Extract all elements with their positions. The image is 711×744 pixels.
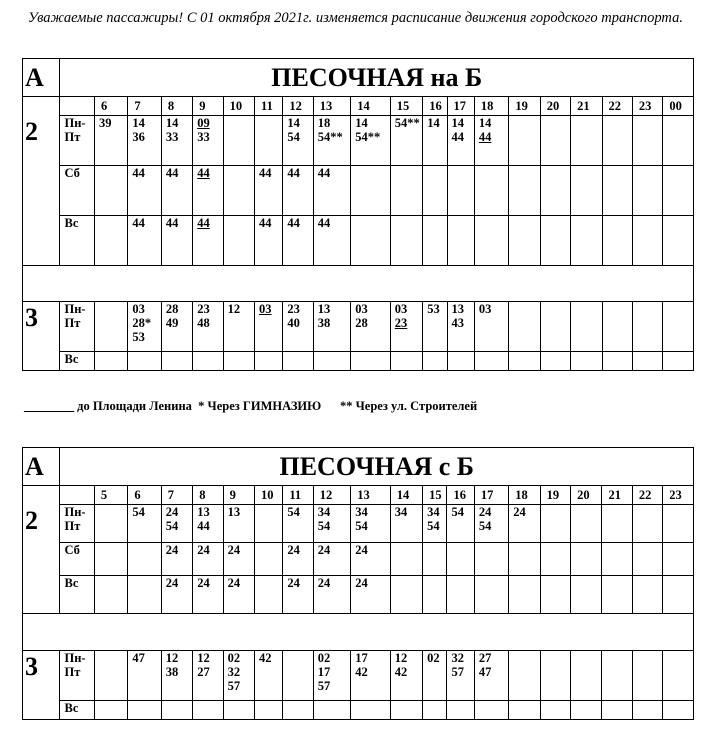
departure-cell: 14 44 [474, 116, 508, 166]
departure-cell [663, 701, 694, 720]
hour-header: 13 [351, 486, 391, 505]
departure-cell [571, 166, 602, 216]
departure-cell [128, 543, 161, 576]
departure-cell: 42 [255, 651, 283, 701]
blank-cell [23, 486, 60, 505]
hour-header: 8 [193, 486, 223, 505]
day-type: Вс [60, 352, 94, 371]
legend [24, 399, 477, 414]
departure-cell [602, 505, 632, 543]
departure-cell: 24 [161, 576, 192, 614]
departure-cell [94, 576, 127, 614]
departure-cell [423, 543, 447, 576]
departure-cell [128, 576, 161, 614]
hour-header: 11 [255, 97, 283, 116]
departure-cell [94, 352, 127, 371]
departure-cell [193, 701, 223, 720]
departure-cell [255, 701, 283, 720]
departure-cell: 24 [283, 576, 313, 614]
departure-cell [632, 166, 662, 216]
departure-cell: 14 44 [447, 116, 474, 166]
departure-cell: 44 [161, 216, 192, 266]
departure-cell [663, 505, 694, 543]
hour-header: 20 [540, 97, 570, 116]
departure-cell [571, 651, 602, 701]
departure-cell [632, 352, 662, 371]
route-number: 3 [23, 651, 60, 720]
departure-cell [663, 543, 694, 576]
departure-cell: 12 [223, 302, 254, 352]
notice-text: Уважаемые пассажиры! С 01 октября 2021г. изменяется расписание движения городского транспорта. [28, 10, 683, 26]
departure-cell: 14 54** [351, 116, 391, 166]
schedule-table-from-b [22, 447, 694, 720]
day-type: Пн- Пт [60, 116, 94, 166]
departure-cell: 34 [390, 505, 422, 543]
departure-cell: 23 40 [283, 302, 313, 352]
schedule-table-to-b [22, 58, 694, 371]
hour-header: 21 [571, 97, 602, 116]
departure-cell: 47 [128, 651, 161, 701]
departure-cell [632, 505, 662, 543]
departure-cell [255, 505, 283, 543]
departure-cell: 24 [193, 543, 223, 576]
departure-cell [94, 302, 127, 352]
hour-header: 00 [663, 97, 694, 116]
departure-cell: 02 32 57 [223, 651, 254, 701]
departure-cell: 32 57 [447, 651, 474, 701]
departure-cell [509, 166, 540, 216]
departure-cell [390, 576, 422, 614]
departure-cell [632, 543, 662, 576]
departure-cell [509, 352, 540, 371]
day-type: Вс [60, 216, 94, 266]
departure-cell [255, 576, 283, 614]
hour-header: 10 [255, 486, 283, 505]
departure-cell [540, 302, 570, 352]
departure-cell: 54 [128, 505, 161, 543]
departure-cell: 14 33 [161, 116, 192, 166]
departure-cell [474, 576, 508, 614]
blank-cell [60, 97, 94, 116]
departure-cell [540, 505, 570, 543]
hour-header: 7 [161, 486, 192, 505]
hour-header: 12 [283, 97, 313, 116]
departure-cell [602, 352, 632, 371]
departure-cell: 18 54** [313, 116, 350, 166]
blank-cell [23, 97, 60, 116]
departure-cell: 14 54 [283, 116, 313, 166]
departure-cell [540, 166, 570, 216]
hour-header: 14 [351, 97, 391, 116]
departure-cell [509, 216, 540, 266]
departure-cell: 44 [283, 166, 313, 216]
hour-header: 18 [474, 97, 508, 116]
departure-cell [602, 166, 632, 216]
table-title: ПЕСОЧНАЯ с Б [60, 448, 694, 486]
spacer-row [23, 614, 694, 651]
departure-cell [94, 701, 127, 720]
day-type: Вс [60, 576, 94, 614]
departure-cell: 34 54 [313, 505, 350, 543]
departure-cell: 24 54 [161, 505, 192, 543]
departure-cell [447, 576, 474, 614]
departure-cell: 44 [128, 216, 161, 266]
hour-header: 16 [447, 486, 474, 505]
departure-cell [663, 651, 694, 701]
blank-cell [60, 486, 94, 505]
table-letter: А [23, 59, 60, 97]
departure-cell [447, 352, 474, 371]
departure-cell [602, 543, 632, 576]
departure-cell [663, 166, 694, 216]
hour-header: 8 [161, 97, 192, 116]
route-number: 2 [23, 505, 60, 614]
departure-cell [255, 543, 283, 576]
hour-header: 23 [663, 486, 694, 505]
departure-cell [313, 352, 350, 371]
departure-cell [602, 576, 632, 614]
departure-cell [663, 352, 694, 371]
departure-cell [223, 116, 254, 166]
departure-cell [509, 701, 540, 720]
departure-cell [509, 576, 540, 614]
departure-cell: 39 [94, 116, 127, 166]
departure-cell [663, 116, 694, 166]
departure-cell: 44 [255, 166, 283, 216]
spacer-row [23, 266, 694, 302]
hour-header: 17 [474, 486, 508, 505]
departure-cell [632, 216, 662, 266]
hour-header: 6 [94, 97, 127, 116]
departure-cell [540, 651, 570, 701]
departure-cell: 44 [313, 166, 350, 216]
departure-cell [509, 543, 540, 576]
departure-cell [632, 576, 662, 614]
departure-cell [423, 701, 447, 720]
departure-cell [94, 543, 127, 576]
departure-cell [571, 352, 602, 371]
departure-cell: 14 [423, 116, 447, 166]
departure-cell [390, 166, 422, 216]
departure-cell [193, 352, 223, 371]
hour-header: 22 [632, 486, 662, 505]
departure-cell [390, 216, 422, 266]
departure-cell: 03 23 [390, 302, 422, 352]
departure-cell [223, 701, 254, 720]
departure-cell: 44 [128, 166, 161, 216]
departure-cell [283, 651, 313, 701]
departure-cell [602, 651, 632, 701]
departure-cell [390, 701, 422, 720]
departure-cell: 12 38 [161, 651, 192, 701]
departure-cell [663, 302, 694, 352]
departure-cell: 24 [283, 543, 313, 576]
day-type: Сб [60, 543, 94, 576]
departure-cell [474, 543, 508, 576]
departure-cell [540, 352, 570, 371]
departure-cell: 13 44 [193, 505, 223, 543]
departure-cell: 03 [474, 302, 508, 352]
departure-cell [571, 116, 602, 166]
hour-header: 6 [128, 486, 161, 505]
departure-cell [509, 116, 540, 166]
departure-cell: 03 [255, 302, 283, 352]
departure-cell: 34 54 [351, 505, 391, 543]
departure-cell: 28 49 [161, 302, 192, 352]
departure-cell [128, 352, 161, 371]
hour-header: 15 [423, 486, 447, 505]
departure-cell: 44 [255, 216, 283, 266]
departure-cell: 02 17 57 [313, 651, 350, 701]
hour-header: 21 [602, 486, 632, 505]
departure-cell: 24 54 [474, 505, 508, 543]
hour-header: 15 [390, 97, 422, 116]
hour-header: 12 [313, 486, 350, 505]
departure-cell [223, 352, 254, 371]
hour-header: 11 [283, 486, 313, 505]
departure-cell [571, 302, 602, 352]
departure-cell: 13 38 [313, 302, 350, 352]
departure-cell: 54 [447, 505, 474, 543]
hour-header: 13 [313, 97, 350, 116]
departure-cell [571, 543, 602, 576]
departure-cell: 24 [223, 543, 254, 576]
departure-cell [94, 166, 127, 216]
hour-header: 23 [632, 97, 662, 116]
departure-cell: 54 [283, 505, 313, 543]
departure-cell [283, 352, 313, 371]
hour-header: 10 [223, 97, 254, 116]
departure-cell [447, 166, 474, 216]
departure-cell: 12 42 [390, 651, 422, 701]
departure-cell [632, 701, 662, 720]
departure-cell: 24 [223, 576, 254, 614]
departure-cell [571, 701, 602, 720]
departure-cell [423, 352, 447, 371]
departure-cell [423, 166, 447, 216]
departure-cell: 24 [193, 576, 223, 614]
legend-builders: ** Через ул. Строителей [339, 399, 478, 413]
departure-cell: 24 [509, 505, 540, 543]
route-number: 2 [23, 116, 60, 266]
departure-cell: 23 48 [193, 302, 223, 352]
departure-cell [540, 116, 570, 166]
legend-underline-sample: ________ [24, 399, 74, 413]
departure-cell: 44 [313, 216, 350, 266]
departure-cell [509, 302, 540, 352]
departure-cell [351, 701, 391, 720]
hour-header: 17 [447, 97, 474, 116]
departure-cell [602, 216, 632, 266]
day-type: Сб [60, 166, 94, 216]
departure-cell [351, 166, 391, 216]
departure-cell: 02 [423, 651, 447, 701]
departure-cell: 17 42 [351, 651, 391, 701]
departure-cell [474, 216, 508, 266]
departure-cell [602, 701, 632, 720]
departure-cell [390, 352, 422, 371]
departure-cell: 34 54 [423, 505, 447, 543]
departure-cell [663, 576, 694, 614]
departure-cell [447, 216, 474, 266]
departure-cell: 12 27 [193, 651, 223, 701]
departure-cell [474, 352, 508, 371]
departure-cell [602, 116, 632, 166]
departure-cell: 14 36 [128, 116, 161, 166]
departure-cell: 44 [193, 216, 223, 266]
hour-header: 19 [540, 486, 570, 505]
departure-cell [351, 352, 391, 371]
table-letter: А [23, 448, 60, 486]
departure-cell [351, 216, 391, 266]
departure-cell: 09 33 [193, 116, 223, 166]
departure-cell: 44 [283, 216, 313, 266]
departure-cell [571, 216, 602, 266]
day-type: Пн- Пт [60, 651, 94, 701]
departure-cell [447, 543, 474, 576]
departure-cell: 24 [351, 576, 391, 614]
departure-cell [223, 166, 254, 216]
departure-cell: 13 43 [447, 302, 474, 352]
day-type: Пн- Пт [60, 505, 94, 543]
departure-cell: 54** [390, 116, 422, 166]
legend-lenin: до Площади Ленина [74, 399, 192, 413]
hour-header: 14 [390, 486, 422, 505]
day-type: Пн- Пт [60, 302, 94, 352]
departure-cell [540, 701, 570, 720]
departure-cell [632, 651, 662, 701]
hour-header: 16 [423, 97, 447, 116]
departure-cell [540, 216, 570, 266]
departure-cell: 44 [161, 166, 192, 216]
departure-cell [474, 701, 508, 720]
departure-cell [94, 505, 127, 543]
departure-cell: 24 [161, 543, 192, 576]
departure-cell [540, 576, 570, 614]
legend-gymnasium: * Через ГИМНАЗИЮ [198, 399, 322, 413]
table-title: ПЕСОЧНАЯ на Б [60, 59, 694, 97]
route-number: 3 [23, 302, 60, 371]
departure-cell: 24 [313, 576, 350, 614]
departure-cell [161, 352, 192, 371]
departure-cell [313, 701, 350, 720]
departure-cell [509, 651, 540, 701]
departure-cell [663, 216, 694, 266]
hour-header: 19 [509, 97, 540, 116]
departure-cell [602, 302, 632, 352]
hour-header: 5 [94, 486, 127, 505]
departure-cell [255, 352, 283, 371]
departure-cell [283, 701, 313, 720]
hour-header: 7 [128, 97, 161, 116]
departure-cell [255, 116, 283, 166]
departure-cell [632, 116, 662, 166]
departure-cell [94, 216, 127, 266]
departure-cell [128, 701, 161, 720]
hour-header: 9 [223, 486, 254, 505]
departure-cell [571, 505, 602, 543]
hour-header: 9 [193, 97, 223, 116]
departure-cell [474, 166, 508, 216]
departure-cell: 03 28* 53 [128, 302, 161, 352]
hour-header: 20 [571, 486, 602, 505]
departure-cell: 13 [223, 505, 254, 543]
departure-cell: 27 47 [474, 651, 508, 701]
departure-cell [571, 576, 602, 614]
departure-cell [223, 216, 254, 266]
departure-cell: 44 [193, 166, 223, 216]
departure-cell [447, 701, 474, 720]
departure-cell: 24 [313, 543, 350, 576]
departure-cell: 24 [351, 543, 391, 576]
day-type: Вс [60, 701, 94, 720]
departure-cell [161, 701, 192, 720]
departure-cell [632, 302, 662, 352]
hour-header: 18 [509, 486, 540, 505]
departure-cell: 03 28 [351, 302, 391, 352]
departure-cell: 53 [423, 302, 447, 352]
departure-cell [94, 651, 127, 701]
departure-cell [423, 576, 447, 614]
hour-header: 22 [602, 97, 632, 116]
departure-cell [423, 216, 447, 266]
departure-cell [390, 543, 422, 576]
departure-cell [540, 543, 570, 576]
